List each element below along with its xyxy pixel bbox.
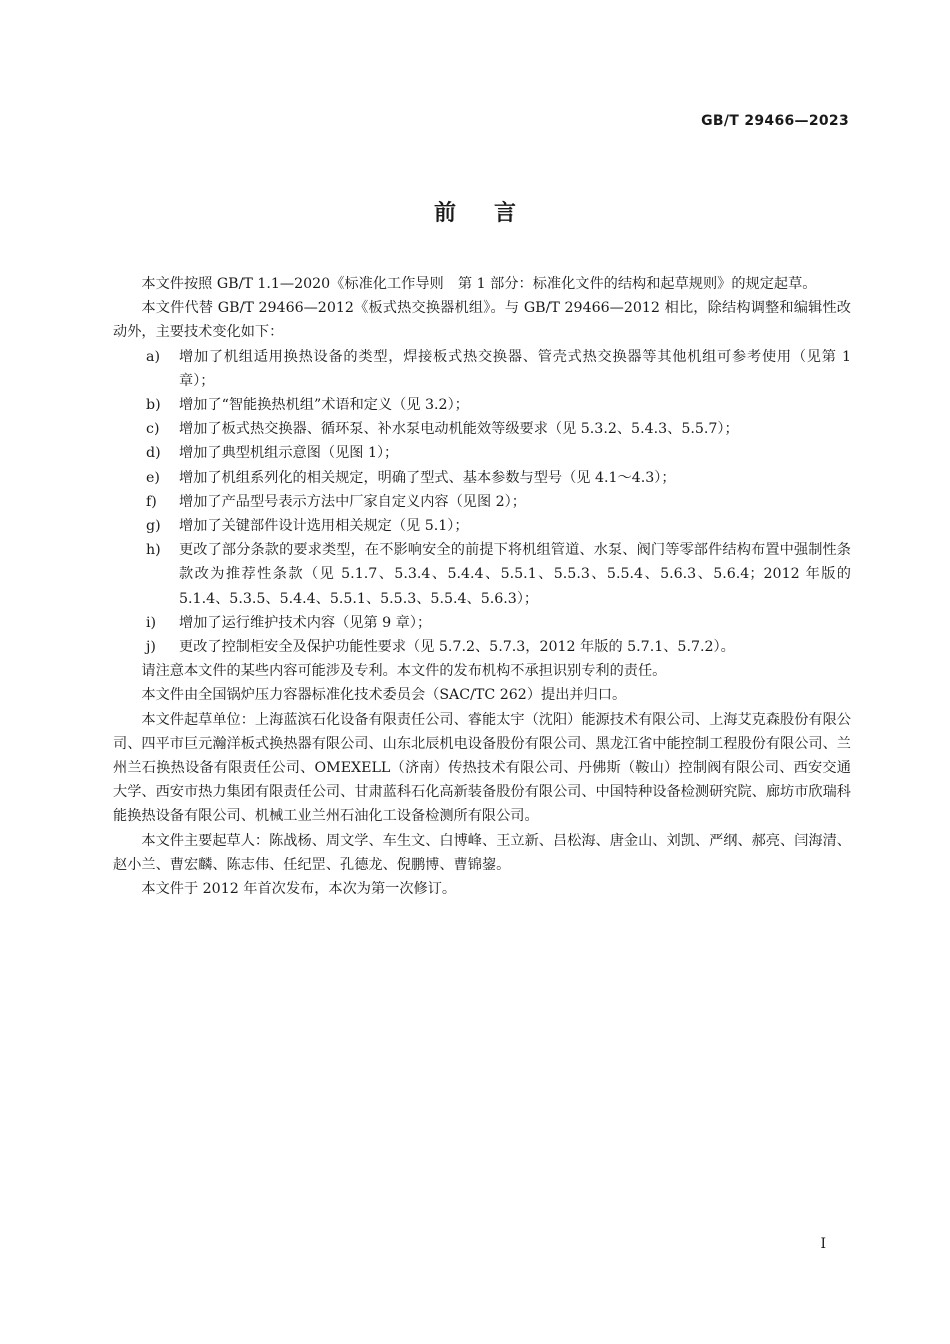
list-marker: d) bbox=[146, 445, 161, 462]
page-title: 前言 bbox=[433, 201, 554, 226]
list-marker: c) bbox=[146, 421, 160, 438]
list-item-text: 增加了机组适用换热设备的类型，焊接板式热交换器、管壳式热交换器等其他机组可参考使用（见第 1 章）； bbox=[179, 348, 851, 389]
list-marker: j) bbox=[146, 639, 156, 656]
list-item bbox=[113, 635, 851, 659]
list-item bbox=[113, 441, 851, 465]
paragraph-proposer: 本文件由全国锅炉压力容器标准化技术委员会（SAC/TC 262）提出并归口。 bbox=[141, 687, 627, 704]
list-item bbox=[113, 538, 851, 611]
list-item bbox=[113, 466, 851, 490]
list-item-text: 更改了控制柜安全及保护功能性要求（见 5.7.2、5.7.3，2012 年版的 5.7.1、5.7.2）。 bbox=[179, 639, 735, 656]
list-item-text: 增加了机组系列化的相关规定，明确了型式、基本参数与型号（见 4.1～4.3）； bbox=[179, 469, 676, 486]
list-item-text: 增加了产品型号表示方法中厂家自定义内容（见图 2）； bbox=[179, 493, 526, 510]
list-marker: b) bbox=[146, 397, 161, 414]
paragraph-publication-history: 本文件于 2012 年首次发布，本次为第一次修订。 bbox=[141, 881, 457, 898]
preface-body bbox=[113, 272, 851, 901]
list-marker: e) bbox=[146, 469, 160, 486]
list-item-text: 增加了板式热交换器、循环泵、补水泵电动机能效等级要求（见 5.3.2、5.4.3、5.5.7）； bbox=[179, 421, 739, 438]
list-marker: f) bbox=[146, 493, 157, 510]
changes-list bbox=[113, 345, 851, 660]
list-marker: g) bbox=[146, 518, 161, 535]
list-item-text: 增加了运行维护技术内容（见第 9 章）； bbox=[179, 614, 432, 631]
list-item bbox=[113, 514, 851, 538]
list-item-text: 增加了典型机组示意图（见图 1）； bbox=[179, 445, 399, 462]
paragraph-replacement: 本文件代替 GB/T 29466—2012《板式热交换器机组》。与 GB/T 29466—2012 相比，除结构调整和编辑性改动外，主要技术变化如下： bbox=[113, 300, 851, 341]
list-item bbox=[113, 393, 851, 417]
page-number: I bbox=[820, 1236, 826, 1252]
list-marker: a) bbox=[146, 348, 160, 365]
standard-code: GB/T 29466—2023 bbox=[701, 113, 849, 129]
list-item-text: 增加了“智能换热机组”术语和定义（见 3.2）； bbox=[179, 397, 469, 414]
paragraph-patent-notice: 请注意本文件的某些内容可能涉及专利。本文件的发布机构不承担识别专利的责任。 bbox=[141, 663, 667, 680]
paragraph-drafters: 本文件主要起草人：陈战杨、周文学、车生文、白博峰、王立新、吕松海、唐金山、刘凯、严纲、郝亮、闫海清、赵小兰、曹宏麟、陈志伟、任纪罡、孔德龙、倪鹏博、曹锦鋆。 bbox=[113, 832, 851, 873]
list-item-text: 更改了部分条款的要求类型，在不影响安全的前提下将机组管道、水泵、阀门等零部件结构布置中强制性条款改为推荐性条款（见 5.1.7、5.3.4、5.4.4、5.5.1、5.5.3、5.5.4、5.6.3、5.6.4；2012 年版的 5.1.4、5.3.5、5.4.4、5.5.1、5.5.3、5.5.4、5.6.3）； bbox=[179, 542, 851, 607]
paragraph-drafting-units: 本文件起草单位：上海蓝滨石化设备有限责任公司、睿能太宇（沈阳）能源技术有限公司、上海艾克森股份有限公司、四平市巨元瀚洋板式换热器有限公司、山东北辰机电设备股份有限公司、黑龙江省中能控制工程股份有限公司、兰州兰石换热设备有限责任公司、OMEXELL（济南）传热技术有限公司、丹佛斯（鞍山）控制阀有限公司、西安交通大学、西安市热力集团有限责任公司、甘肃蓝科石化高新装备股份有限公司、中国特种设备检测研究院、廊坊市欣瑞科能换热设备有限公司、机械工业兰州石油化工设备检测所有限公司。 bbox=[113, 711, 851, 825]
list-marker: i) bbox=[146, 614, 157, 631]
list-item bbox=[113, 345, 851, 393]
list-item bbox=[113, 611, 851, 635]
list-item bbox=[113, 490, 851, 514]
list-item bbox=[113, 417, 851, 441]
list-marker: h) bbox=[146, 542, 161, 559]
list-item-text: 增加了关键部件设计选用相关规定（见 5.1）； bbox=[179, 518, 469, 535]
paragraph-drafting-rules: 本文件按照 GB/T 1.1—2020《标准化工作导则 第 1 部分：标准化文件的结构和起草规则》的规定起草。 bbox=[141, 276, 817, 292]
